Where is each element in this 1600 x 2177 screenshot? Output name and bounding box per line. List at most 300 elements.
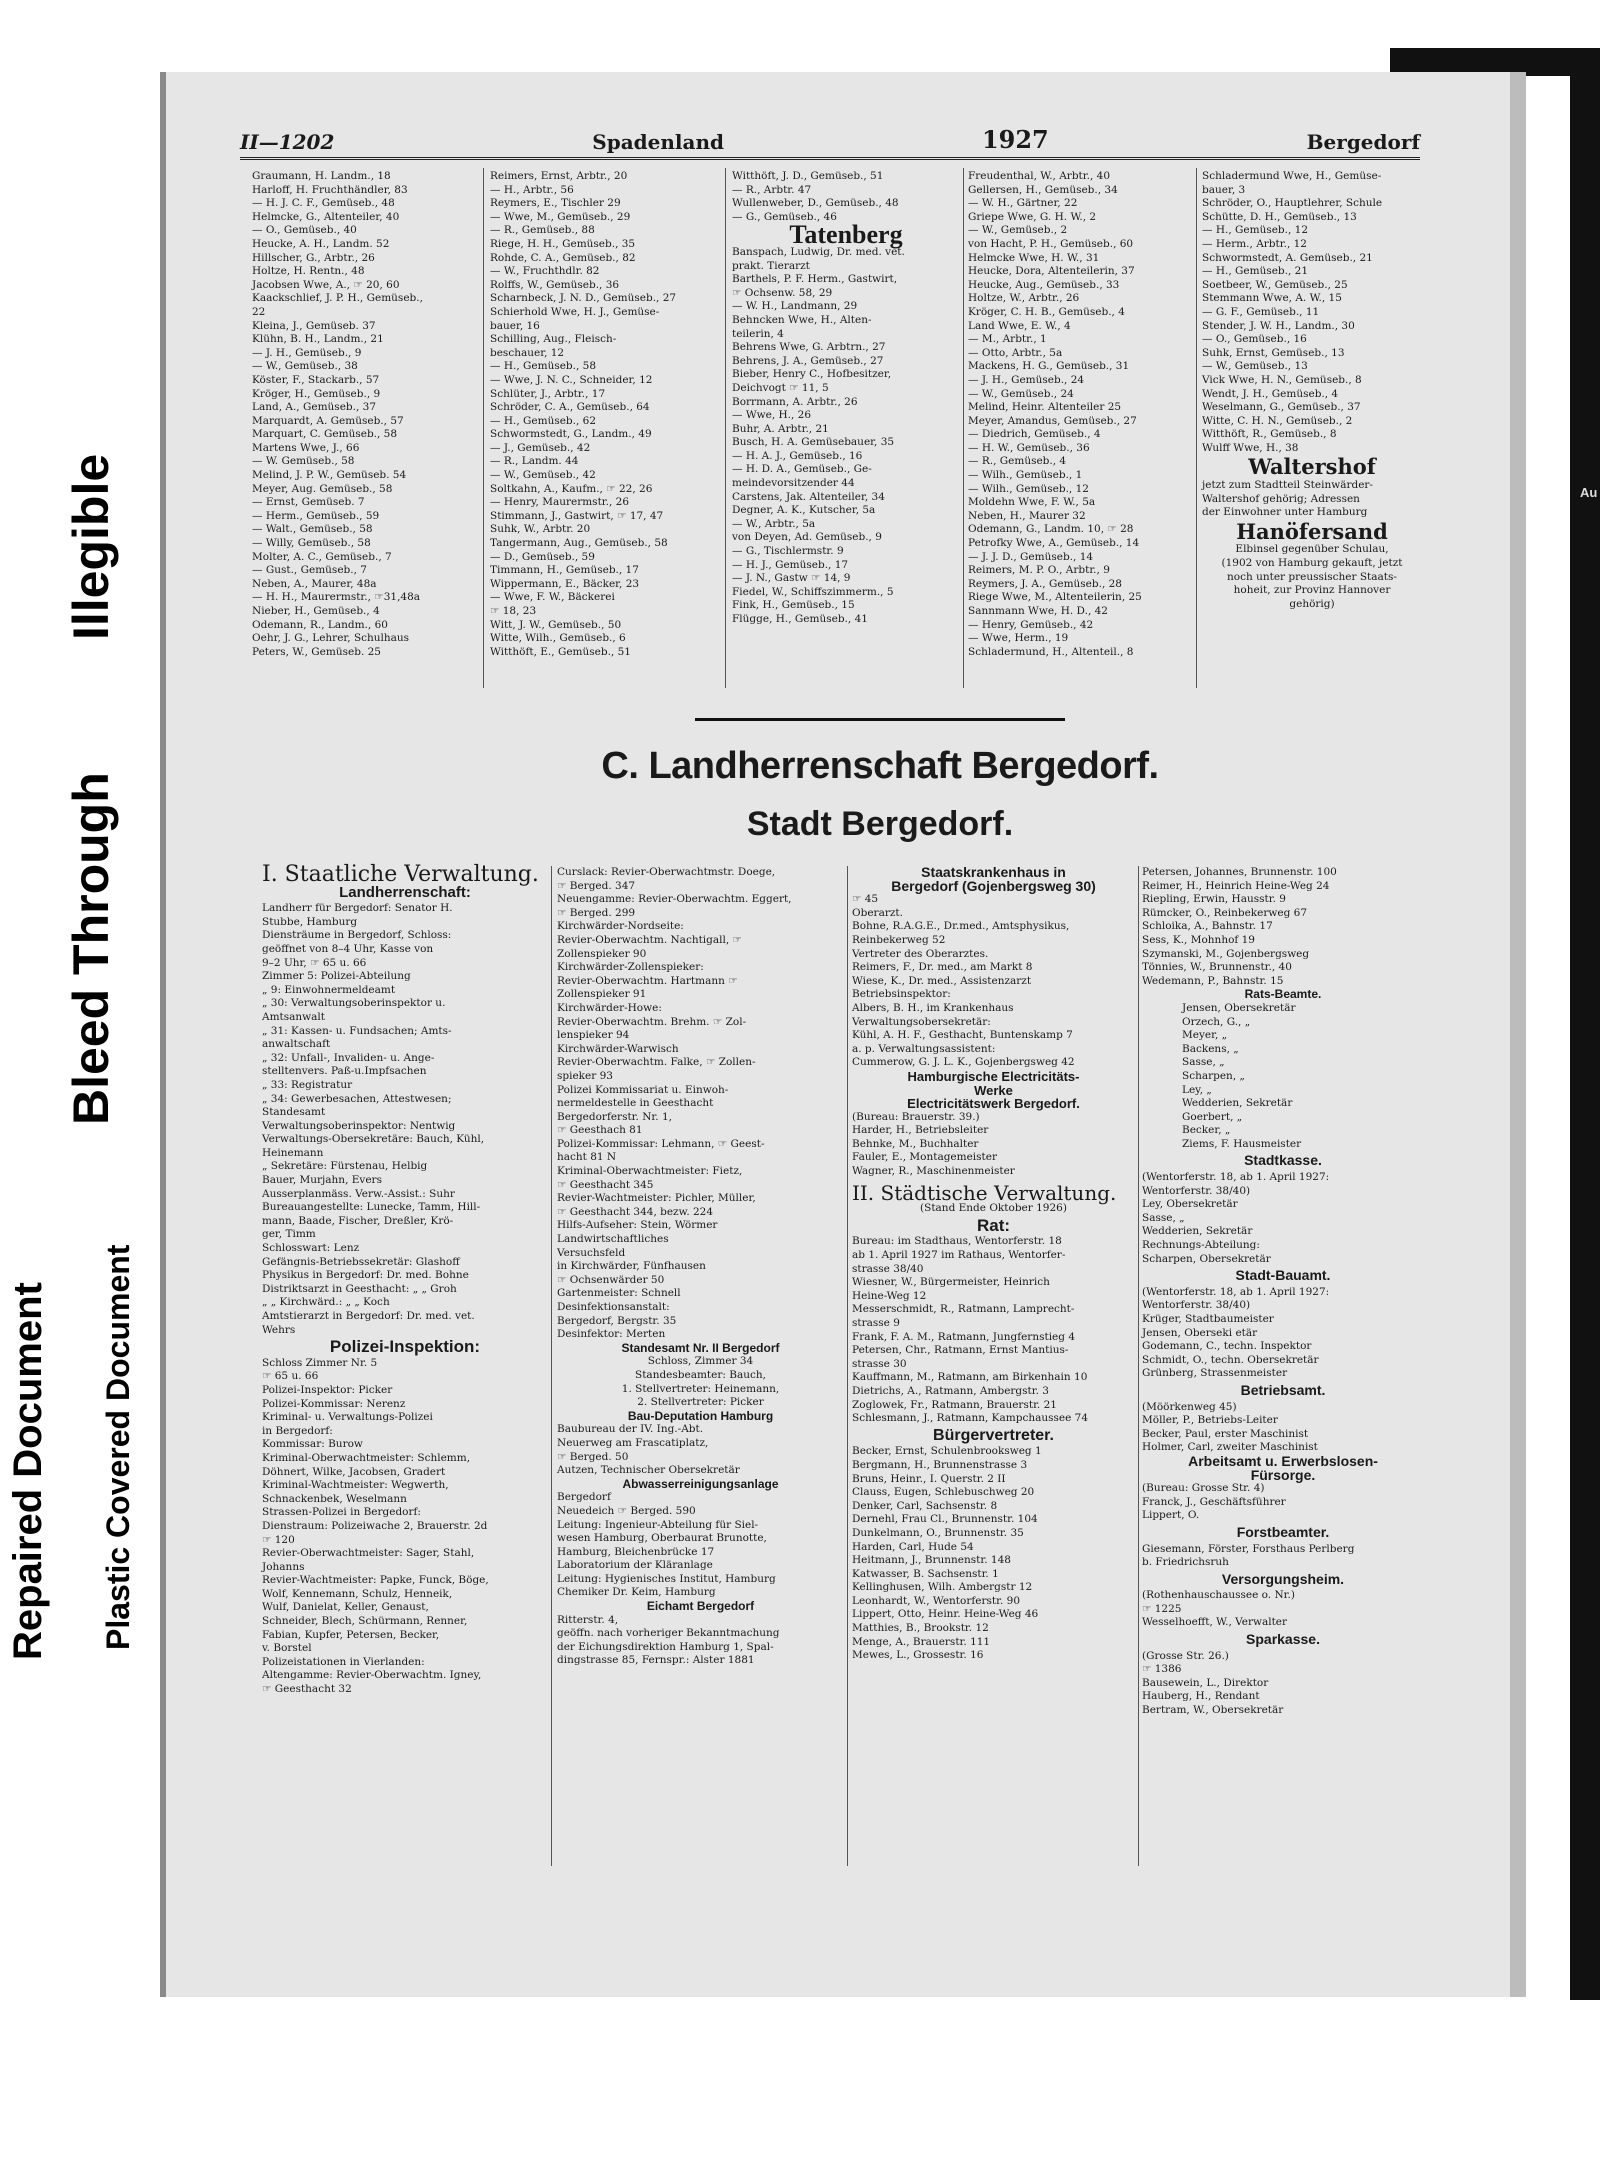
list-item: Johanns [262,1560,305,1573]
list-item: — R., Landm. 44 [490,455,579,468]
staatskrankenhaus-heading: Staatskrankenhaus in [921,864,1066,880]
list-item: Physikus in Bergedorf: Dr. med. Bohne [262,1269,469,1282]
list-item: Wedemann, P., Bahnstr. 15 [1142,974,1284,987]
list-item: von Deyen, Ad. Gemüseb., 9 [732,531,882,544]
list-item: Marquardt, A. Gemüseb., 57 [252,414,404,427]
list-item: Ley, „ [1182,1083,1212,1096]
list-item: Oberarzt. [852,906,903,919]
list-item: Revier-Oberwachtmeister: Sager, Stahl, [262,1547,475,1560]
page-number: II—1202 [240,130,335,154]
list-item: Schröder, C. A., Gemüseb., 64 [490,401,650,414]
list-item: Desinfektor: Merten [557,1328,666,1341]
list-item: ☞ 18, 23 [490,605,537,617]
list-item: — Willy, Gemüseb., 58 [252,537,371,550]
list-item: Stemmann Wwe, A. W., 15 [1202,292,1342,305]
list-item: — G. F., Gemüseb., 11 [1202,305,1320,318]
staatskrankenhaus-address: Bergedorf (Gojenbergsweg 30) [891,877,1096,894]
list-item: Fabian, Kupfer, Petersen, Becker, [262,1628,440,1641]
list-item: — O., Gemüseb., 40 [252,224,357,237]
list-item: Kirchwärder-Howe: [557,1001,662,1014]
stadt-bauamt-heading: Stadt-Bauamt. [1235,1267,1331,1284]
list-item: Jensen, Obersekretär [1182,1001,1296,1014]
list-item: — Wilh., Gemüseb., 12 [968,482,1089,495]
list-item: ☞ Berged. 299 [557,906,636,919]
list-item: Menge, A., Brauerstr. 111 [852,1635,991,1648]
head-right: Bergedorf [1306,130,1420,154]
label-illegible: Illegible [63,453,119,640]
list-item: Döhnert, Wilke, Jacobsen, Gradert [262,1465,446,1478]
list-item: Neuerweg am Frascatiplatz, [557,1436,709,1449]
list-item: strasse 38/40 [852,1262,924,1275]
list-item: Versuchsfeld [557,1246,626,1259]
list-item: Wiese, K., Dr. med., Assistenzarzt [852,974,1032,987]
list-item: Orzech, G., „ [1182,1015,1251,1028]
list-item: Szymanski, M., Gojenbergsweg [1142,947,1310,960]
list-item: Zimmer 5: Polizei-Abteilung [262,970,411,983]
list-item: Timmann, H., Gemüseb., 17 [490,564,639,577]
rat-heading: Rat: [976,1215,1011,1235]
list-item: strasse 30 [852,1357,907,1370]
list-item: (Bureau: Grosse Str. 4) [1142,1482,1265,1495]
list-item: Molter, A. C., Gemüseb., 7 [252,550,392,563]
list-item: Bergedorf, Bergstr. 35 [557,1314,677,1327]
list-item: — J., Gemüseb., 42 [490,441,591,454]
list-item: in Kirchwärder, Fünfhausen [557,1260,706,1273]
list-item: Ziems, F. Hausmeister [1182,1137,1302,1150]
list-item: ☞ Ochsenwärder 50 [557,1273,665,1286]
label-bleed-through: Bleed Through [63,772,119,1125]
list-item: Wagner, R., Maschinenmeister [852,1165,1015,1178]
list-item: „ 31: Kassen- u. Fundsachen; Amts- [262,1024,452,1037]
list-item: Verwaltungsoberinspektor: Nentwig [262,1119,456,1132]
list-item: Heucke, Dora, Altenteilerin, 37 [968,265,1135,278]
list-item: Kirchwärder-Zollenspieker: [557,961,704,974]
list-item: Heine-Weg 12 [852,1289,927,1302]
list-item: Sess, K., Mohnhof 19 [1142,933,1255,946]
list-item: Wesselhoefft, W., Verwalter [1142,1616,1288,1629]
list-item: Revier-Wachtmeister: Papke, Funck, Böge, [262,1574,489,1587]
list-item: — R., Gemüseb., 4 [968,455,1067,468]
list-item: Wentorferstr. 38/40) [1142,1299,1251,1312]
forstbeamter-heading: Forstbeamter. [1236,1523,1330,1540]
list-item: Becker, Ernst, Schulenbrooksweg 1 [852,1445,1042,1458]
list-item: Kriminal- u. Verwaltungs-Polizei [262,1411,433,1424]
list-item: 1. Stellvertreter: Heinemann, [621,1382,780,1395]
list-item: — Wwe, H., 26 [732,409,812,422]
list-item: Neben, A., Maurer, 48a [252,577,377,590]
list-item: Curslack: Revier-Oberwachtmstr. Doege, [557,866,776,878]
list-item: Zollenspieker 90 [557,947,647,960]
list-item: Riege, H. H., Gemüseb., 35 [490,237,636,250]
list-item: Borrmann, A. Arbtr., 26 [732,395,858,408]
list-item: Freudenthal, W., Arbtr., 40 [968,170,1111,182]
list-item: Schloss, Zimmer 34 [647,1355,754,1368]
list-item: stelltenvers. Paß-u.Impfsachen [262,1065,427,1078]
list-item: — Otto, Arbtr., 5a [968,346,1063,359]
list-item: Moldehn Wwe, F. W., 5a [968,496,1096,509]
list-item: Schlüter, J., Arbtr., 17 [490,387,606,400]
list-item: Revier-Oberwachtm. Brehm. ☞ Zol- [557,1015,747,1028]
list-item: Bureauangestellte: Lunecke, Tamm, Hill- [262,1201,481,1214]
list-item: Chemiker Dr. Keim, Hamburg [557,1586,716,1599]
list-item: Schnackenbek, Weselmann [262,1492,407,1505]
list-item: Wendt, J. H., Gemüseb., 4 [1202,387,1339,400]
list-item: ☞ Geesthacht 344, bezw. 224 [557,1205,714,1218]
list-item: — W. H., Gärtner, 22 [968,197,1078,210]
list-item: Revier-Oberwachtm. Falke, ☞ Zollen- [557,1056,756,1069]
list-item: Cummerow, G. J. L. K., Gojenbergsweg 42 [852,1056,1075,1069]
list-item: Meyer, Amandus, Gemüseb., 27 [968,414,1137,427]
list-item: „ 32: Unfall-, Invaliden- u. Ange- [262,1051,435,1064]
list-item: Schwormstedt, G., Landm., 49 [490,428,652,441]
list-item: Sannmann Wwe, H. D., 42 [968,605,1108,617]
list-item: Wiesner, W., Bürgermeister, Heinrich [852,1276,1050,1289]
list-item: „ Sekretäre: Fürstenau, Helbig [262,1160,428,1173]
sparkasse-heading: Sparkasse. [1246,1631,1320,1648]
list-item: Wullenweber, D., Gemüseb., 48 [732,197,899,210]
list-item: hacht 81 N [557,1151,617,1164]
list-item: Graumann, H. Landm., 18 [252,170,391,182]
waltershof-line: jetzt zum Stadtteil Steinwärder- [1202,479,1373,492]
section-divider [695,718,1065,721]
list-item: v. Borstel [262,1642,312,1655]
upper-col-3 [732,170,960,627]
staedtische-heading: II. Städtische Verwaltung. [852,1180,1117,1205]
list-item: Petrofky Wwe, A., Gemüseb., 14 [968,537,1140,550]
list-item: Heitmann, J., Brunnenstr. 148 [852,1554,1011,1567]
list-item: — W., Arbtr., 5a [732,517,816,530]
list-item: bauer, 3 [1202,183,1246,196]
list-item: — G., Tischlermstr. 9 [732,545,844,558]
list-item: — W., Gemüseb., 13 [1202,360,1308,373]
list-item: Möller, P., Betriebs-Leiter [1142,1414,1278,1427]
list-item: Marquart, C. Gemüseb., 58 [252,428,398,441]
list-item: Schilling, Aug., Fleisch- [490,333,617,346]
list-item: Petersen, Chr., Ratmann, Ernst Mantius- [852,1344,1069,1357]
list-item: Flügge, H., Gemüseb., 41 [732,613,868,625]
list-item: Godemann, C., techn. Inspektor [1142,1340,1312,1353]
list-item: Meyer, „ [1182,1029,1228,1042]
list-item: Grünberg, Strassenmeister [1142,1367,1288,1380]
list-item: — H. H., Maurermstr., ☞31,48a [252,591,421,604]
list-item: (Wentorferstr. 18, ab 1. April 1927: [1142,1171,1330,1184]
list-item: — R., Arbtr. 47 [732,183,812,196]
list-item: Franck, J., Geschäftsführer [1142,1495,1286,1508]
list-item: Bauer, Murjahn, Evers [262,1174,382,1187]
list-item: Hilfs-Aufseher: Stein, Wörmer [557,1219,718,1232]
list-item: Kriminal-Oberwachtmeister: Fietz, [557,1165,743,1178]
list-item: Odemann, R., Landm., 60 [252,618,388,631]
list-item: Dernehl, Frau Cl., Brunnenstr. 104 [852,1513,1038,1526]
list-item: Schütte, D. H., Gemüseb., 13 [1202,210,1357,223]
list-item: Jensen, Oberseki etär [1142,1326,1258,1339]
list-item: spieker 93 [557,1069,613,1082]
list-item: — H. D. A., Gemüseb., Ge- [732,463,872,476]
lower-col-2 [557,866,844,1668]
list-item: Landwirtschaftliches [557,1233,669,1246]
list-item: ☞ 120 [262,1533,295,1546]
list-item: Weselmann, G., Gemüseb., 37 [1202,401,1361,414]
list-item: Reinbekerweg 52 [852,933,946,946]
list-item: Tönnies, W., Brunnenstr., 40 [1142,961,1292,974]
list-item: Harder, H., Betriebsleiter [852,1124,989,1137]
list-item: Fauler, E., Montagemeister [852,1151,998,1164]
list-item: ☞ Berged. 50 [557,1450,629,1463]
list-item: Kleina, J., Gemüseb. 37 [252,319,376,332]
list-item: strasse 9 [852,1317,900,1329]
abwasser-heading: Abwasserreinigungsanlage [622,1476,779,1491]
list-item: Standesamt [262,1106,326,1119]
list-item: Gellersen, H., Gemüseb., 34 [968,183,1118,196]
list-item: ☞ 1225 [1142,1602,1182,1615]
list-item: Bertram, W., Obersekretär [1142,1704,1284,1717]
scan-edge-right [1570,48,1600,2008]
list-item: Amtsanwalt [262,1010,325,1023]
buergervertreter-heading: Bürgervertreter. [933,1426,1054,1444]
list-item: Leitung: Ingenieur-Abteilung für Siel- [557,1518,759,1531]
list-item: Wehrs [262,1323,296,1336]
electricitaet-heading: Werke [974,1082,1013,1098]
list-item: Bausewein, L., Direktor [1142,1676,1269,1689]
list-item: — Wwe, F. W., Bäckerei [490,591,615,604]
list-item: — W., Fruchthdlr. 82 [490,265,600,278]
versorgungsheim-heading: Versorgungsheim. [1221,1570,1345,1587]
list-item: Jacobsen Wwe, A., ☞ 20, 60 [252,278,400,291]
list-item: Stender, J. W. H., Landm., 30 [1202,319,1355,332]
list-item: — Herm., Gemüseb., 59 [252,509,380,522]
list-item: Ritterstr. 4, [557,1613,619,1626]
list-item: b. Friedrichsruh [1142,1556,1229,1569]
list-item: Schlesmann, J., Ratmann, Kampchaussee 74 [852,1412,1089,1425]
list-item: 2. Stellvertreter: Picker [637,1396,764,1409]
head-year: 1927 [981,125,1049,154]
list-item: ☞ Geesthacht 345 [557,1178,654,1191]
list-item: Nieber, H., Gemüseb., 4 [252,605,380,617]
list-item: Witthöft, J. D., Gemüseb., 51 [732,170,884,182]
list-item: — W. Gemüseb., 58 [252,455,355,468]
hanoefersand-line: Elbinsel gegenüber Schulau, [1235,543,1389,556]
list-item: (Grosse Str. 26.) [1142,1649,1229,1662]
list-item: Ausserplanmäss. Verw.-Assist.: Suhr [262,1187,455,1200]
list-item: Stubbe, Hamburg [262,915,358,928]
list-item: Hauberg, H., Rendant [1142,1690,1260,1703]
stadtkasse-heading: Stadtkasse. [1244,1152,1322,1169]
list-item: Bohne, R.A.G.E., Dr.med., Amtsphysikus, [852,920,1070,933]
list-item: geöffnet von 8–4 Uhr, Kasse von [262,942,434,955]
list-item: Schloika, A., Bahnstr. 17 [1142,920,1273,933]
list-item: geöffn. nach vorheriger Bekanntmachung [557,1627,780,1640]
arbeitsamt-heading: Arbeitsamt u. Erwerbslosen- [1188,1452,1378,1469]
list-item: Polizei-Kommissar: Nerenz [262,1397,406,1410]
list-item: — Walt., Gemüseb., 58 [252,523,373,536]
list-item: Becker, „ [1182,1124,1231,1137]
list-item: Reymers, J. A., Gemüseb., 28 [968,577,1122,590]
list-item: anwaltschaft [262,1038,331,1051]
list-item: wesen Hamburg, Oberbaurat Brunotte, [557,1532,767,1545]
list-item: — Wwe, Herm., 19 [968,632,1069,645]
list-item: Strassen-Polizei in Bergedorf: [262,1506,421,1519]
list-item: Scharpen, Obersekretär [1142,1252,1271,1265]
landherrenschaft-heading: Landherrenschaft: [339,883,471,901]
list-item: — Ernst, Gemüseb. 7 [252,496,365,509]
list-item: Melind, J. P. W., Gemüseb. 54 [252,469,407,482]
list-item: Barthels, P. F. Herm., Gastwirt, [732,273,898,286]
label-plastic-covered: Plastic Covered Document [100,1244,136,1650]
list-item: lenspieker 94 [557,1029,630,1042]
list-item: Meyer, Aug. Gemüseb., 58 [252,482,393,495]
list-item: Kommissar: Burow [262,1438,363,1451]
list-item: — H. A. J., Gemüseb., 16 [732,449,863,462]
list-item: Hillscher, G., Arbtr., 26 [252,251,375,264]
lower-col-1 [262,862,548,1697]
list-item: Schwormstedt, A. Gemüseb., 21 [1202,251,1373,264]
list-item: „ 9: Einwohnermeldeamt [262,983,396,996]
list-item: Köster, F., Stackarb., 57 [252,373,380,386]
polizei-inspektion-heading: Polizei-Inspektion: [329,1337,481,1357]
list-item: Vertreter des Oberarztes. [852,947,989,960]
list-item: Hamburg, Bleichenbrücke 17 [557,1545,715,1558]
list-item: Schladermund Wwe, H., Gemüse- [1202,170,1382,182]
list-item: Rümcker, O., Reinbekerweg 67 [1142,906,1308,919]
list-item: — J. N., Gastw ☞ 14, 9 [732,572,851,585]
list-item: Busch, H. A. Gemüsebauer, 35 [732,436,895,449]
list-item: Behrens Wwe, G. Arbtrn., 27 [732,341,886,354]
list-item: Leitung: Hygienisches Institut, Hamburg [557,1572,776,1585]
list-item: von Hacht, P. H., Gemüseb., 60 [968,237,1134,250]
list-item: Kriminal-Oberwachtmeister: Schlemm, [262,1451,471,1464]
list-item: Oehr, J. G., Lehrer, Schulhaus [252,632,410,645]
list-item: Degner, A. K., Kutscher, 5a [732,504,876,517]
list-item: Vick Wwe, H. N., Gemüseb., 8 [1202,373,1362,386]
list-item: — H. W., Gemüseb., 36 [968,441,1090,454]
list-item: — R., Gemüseb., 88 [490,224,595,237]
list-item: — Gust., Gemüseb., 7 [252,564,367,577]
list-item: Kröger, C. H. B., Gemüseb., 4 [968,305,1125,318]
list-item: Landherr für Bergedorf: Senator H. [262,902,453,915]
list-item: Rechnungs-Abteilung: [1142,1239,1260,1252]
list-item: — H., Gemüseb., 12 [1202,224,1309,237]
list-item: Wedderien, Sekretär [1182,1097,1293,1110]
list-item: Polizei-Kommissar: Lehmann, ☞ Geest- [557,1137,765,1150]
list-item: Fiedel, W., Schiffszimmerm., 5 [732,585,894,598]
list-item: Suhk, W., Arbtr. 20 [490,523,591,536]
list-item: — Wwe, J. N. C., Schneider, 12 [490,373,653,386]
list-item: Holmer, Carl, zweiter Maschinist [1142,1441,1318,1454]
list-item: Witte, Wilh., Gemüseb., 6 [490,632,626,645]
list-item: Peters, W., Gemüseb. 25 [252,645,381,658]
list-item: Behncken Wwe, H., Alten- [732,313,872,326]
list-item: Kaackschlief, J. P. H., Gemüseb., [252,292,423,305]
list-item: prakt. Tierarzt [732,259,810,272]
list-item: Carstens, Jak. Altenteiler, 34 [732,490,885,503]
list-item: Neuedeich ☞ Berged. 590 [557,1504,696,1517]
rats-beamte-heading: Rats-Beamte. [1244,987,1322,1002]
list-item: der Eichungsdirektion Hamburg 1, Spal- [557,1640,774,1653]
electricitaet-heading: Hamburgische Electricitäts- [907,1068,1080,1084]
list-item: Odemann, G., Landm. 10, ☞ 28 [968,523,1134,536]
list-item: Lippert, Otto, Heinr. Heine-Weg 46 [852,1608,1039,1621]
list-item: „ 30: Verwaltungsoberinspektor u. [262,997,446,1010]
list-item: — W., Gemüseb., 38 [252,360,358,373]
list-item: ab 1. April 1927 im Rathaus, Wentorfer- [852,1249,1066,1262]
hanoefersand-line: (1902 von Hamburg gekauft, jetzt [1221,557,1403,570]
list-item: (Möörkenweg 45) [1142,1400,1237,1413]
staatliche-heading: I. Staatliche Verwaltung. [262,862,539,887]
list-item: — Wilh., Gemüseb., 1 [968,469,1083,482]
upper-col-2 [490,170,720,659]
lower-col-4 [1142,866,1424,1718]
list-item: Wedderien, Sekretär [1142,1225,1253,1238]
list-item: — J. H., Gemüseb., 9 [252,346,362,359]
list-item: — W. H., Landmann, 29 [732,300,858,313]
list-item: ☞ 65 u. 66 [262,1370,319,1383]
list-item: 9–2 Uhr, ☞ 65 u. 66 [262,956,367,969]
list-item: Schierhold Wwe, H. J., Gemüse- [490,305,660,318]
list-item: Wulff Wwe, H., 38 [1202,441,1299,454]
list-item: nermeldestelle in Geesthacht [557,1097,714,1110]
list-item: Kellinghusen, Wilh. Ambergstr 12 [852,1581,1033,1594]
list-item: Stimmann, J., Gastwirt, ☞ 17, 47 [490,509,664,522]
main-title: C. Landherrenschaft Bergedorf. [601,745,1159,787]
list-item: Desinfektionsanstalt: [557,1301,670,1313]
list-item: Banspach, Ludwig, Dr. med. vet. [732,245,905,258]
list-item: — Diedrich, Gemüseb., 4 [968,428,1101,441]
list-item: Lippert, O. [1142,1509,1200,1522]
list-item: Zollenspieker 91 [557,988,647,1001]
list-item: Harloff, H. Fruchthändler, 83 [252,183,408,196]
list-item: — Henry, Gemüseb., 42 [968,618,1094,631]
list-item: Backens, „ [1182,1042,1239,1055]
list-item: (Stand Ende Oktober 1926) [920,1202,1067,1215]
label-repaired-document: Repaired Document [6,1282,50,1660]
list-item: Holtze, W., Arbtr., 26 [968,292,1080,305]
upper-col-5 [1202,170,1422,611]
list-item: Polizei-Inspektor: Picker [262,1383,393,1396]
list-item: Witte, C. H. N., Gemüseb., 2 [1202,414,1353,427]
list-item: Petersen, Johannes, Brunnenstr. 100 [1142,866,1337,878]
list-item: Revier-Oberwachtm. Hartmann ☞ [557,974,738,987]
list-item: Laboratorium der Kläranlage [557,1559,713,1572]
list-item: — H. J., Gemüseb., 17 [732,558,849,571]
list-item: Kriminal-Wachtmeister: Wegwerth, [262,1479,449,1492]
list-item: — G., Gemüseb., 46 [732,210,837,223]
list-item: ☞ Berged. 347 [557,879,636,892]
list-item: Rolffs, W., Gemüseb., 36 [490,278,620,291]
list-item: bauer, 16 [490,319,540,332]
waltershof-line: der Einwohner unter Hamburg [1202,506,1368,519]
electricitaet-heading: Electricitätswerk Bergedorf. [907,1096,1080,1112]
list-item: Wippermann, E., Bäcker, 23 [490,577,640,590]
list-item: Goerbert, „ [1182,1110,1243,1123]
list-item: Bergedorferstr. Nr. 1, [557,1110,672,1123]
list-item: — H. J. C. F., Gemüseb., 48 [252,197,395,210]
list-item: a. p. Verwaltungsassistent: [852,1042,996,1055]
list-item: Bureau: im Stadthaus, Wentorferstr. 18 [852,1235,1062,1248]
list-item: Standesbeamter: Bauch, [635,1368,766,1381]
betriebsamt-heading: Betriebsamt. [1240,1381,1326,1398]
list-item: Zoglowek, Fr., Ratmann, Brauerstr. 21 [852,1398,1057,1411]
list-item: Helmcke Wwe, H. W., 31 [968,251,1100,264]
list-item: — H., Arbtr., 56 [490,183,574,196]
list-item: — O., Gemüseb., 16 [1202,333,1307,346]
list-item: Kirchwärder-Nordseite: [557,920,684,933]
list-item: teilerin, 4 [732,327,784,340]
list-item: ger, Timm [262,1228,316,1241]
running-head [240,120,1420,154]
list-item: — H., Gemüseb., 58 [490,360,597,373]
list-item: ☞ Ochsenw. 58, 29 [732,286,833,299]
list-item: meindevorsitzender 44 [732,477,855,490]
